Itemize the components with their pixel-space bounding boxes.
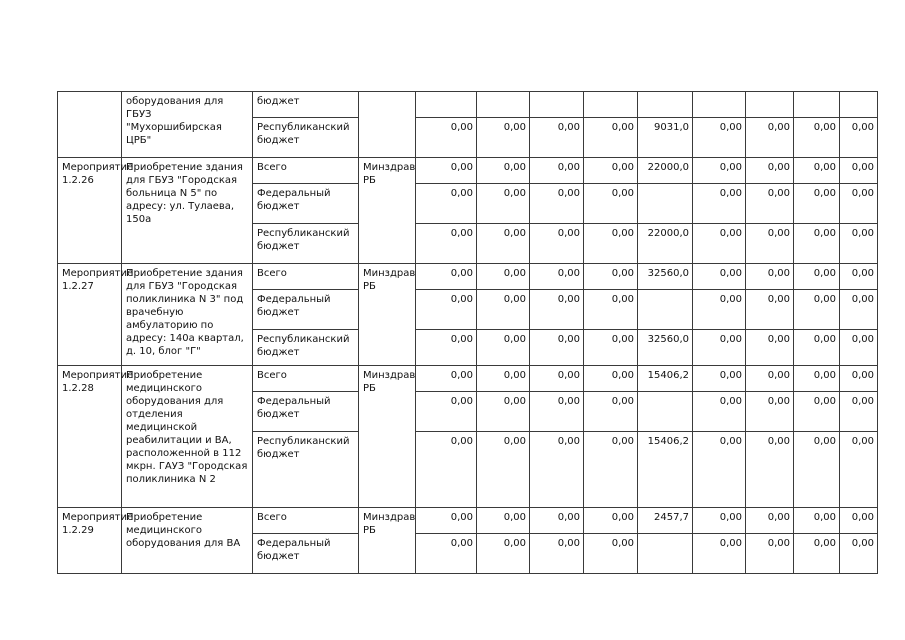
amount-cell: 0,00 [416, 264, 477, 290]
amount-cell: 0,00 [477, 118, 530, 158]
amount-cell: 0,00 [746, 118, 794, 158]
amount-cell: 0,00 [746, 290, 794, 330]
measure-description-cell: оборудования для ГБУЗ "Мухоршибирская ЦРБ" [122, 92, 253, 158]
amount-cell: 0,00 [794, 534, 840, 574]
amount-cell: 0,00 [416, 534, 477, 574]
amount-cell: 0,00 [746, 158, 794, 184]
funding-source-cell: Всего [253, 366, 359, 392]
amount-cell [638, 392, 693, 432]
amount-cell: 0,00 [693, 508, 746, 534]
amount-cell: 0,00 [477, 264, 530, 290]
amount-cell: 0,00 [584, 184, 638, 224]
amount-cell [530, 92, 584, 118]
amount-cell: 0,00 [840, 392, 878, 432]
funding-source-cell: Республиканский бюджет [253, 330, 359, 366]
amount-cell: 0,00 [416, 392, 477, 432]
amount-cell: 0,00 [584, 158, 638, 184]
amount-cell: 0,00 [584, 366, 638, 392]
table-body [58, 92, 878, 574]
amount-cell: 0,00 [530, 432, 584, 508]
executor-cell: Минздрав РБ [359, 264, 416, 366]
amount-cell: 0,00 [530, 508, 584, 534]
table-row [58, 366, 878, 392]
amount-cell: 0,00 [840, 508, 878, 534]
amount-cell: 0,00 [416, 290, 477, 330]
amount-cell [794, 92, 840, 118]
amount-cell: 0,00 [477, 290, 530, 330]
amount-cell: 0,00 [794, 118, 840, 158]
amount-cell [746, 92, 794, 118]
measure-code-cell: Мероприятие 1.2.29 [58, 508, 122, 574]
measure-code-cell: Мероприятие 1.2.27 [58, 264, 122, 366]
amount-cell: 0,00 [477, 432, 530, 508]
amount-cell: 0,00 [693, 158, 746, 184]
amount-cell: 0,00 [530, 184, 584, 224]
amount-cell: 0,00 [477, 366, 530, 392]
amount-cell: 0,00 [584, 534, 638, 574]
budget-table [57, 91, 878, 574]
amount-cell: 9031,0 [638, 118, 693, 158]
amount-cell: 0,00 [530, 534, 584, 574]
amount-cell: 0,00 [794, 184, 840, 224]
amount-cell: 0,00 [794, 508, 840, 534]
funding-source-cell: Республиканский бюджет [253, 432, 359, 508]
funding-source-cell: Республиканский бюджет [253, 224, 359, 264]
funding-source-cell: Всего [253, 158, 359, 184]
amount-cell: 0,00 [840, 366, 878, 392]
amount-cell: 0,00 [416, 432, 477, 508]
measure-code-cell: Мероприятие 1.2.26 [58, 158, 122, 264]
amount-cell: 0,00 [840, 264, 878, 290]
amount-cell: 0,00 [477, 392, 530, 432]
amount-cell: 0,00 [746, 224, 794, 264]
amount-cell: 0,00 [840, 290, 878, 330]
amount-cell: 0,00 [840, 224, 878, 264]
amount-cell: 15406,2 [638, 432, 693, 508]
amount-cell: 32560,0 [638, 330, 693, 366]
amount-cell: 0,00 [477, 534, 530, 574]
amount-cell: 0,00 [530, 158, 584, 184]
funding-source-cell: Всего [253, 264, 359, 290]
amount-cell [638, 184, 693, 224]
amount-cell: 0,00 [584, 330, 638, 366]
measure-code-cell [58, 92, 122, 158]
amount-cell: 0,00 [416, 330, 477, 366]
amount-cell: 0,00 [530, 118, 584, 158]
amount-cell: 0,00 [840, 432, 878, 508]
amount-cell: 0,00 [416, 508, 477, 534]
amount-cell [584, 92, 638, 118]
measure-description-cell: Приобретение медицинского оборудования для ВА [122, 508, 253, 574]
amount-cell: 0,00 [840, 330, 878, 366]
amount-cell: 0,00 [530, 224, 584, 264]
amount-cell: 0,00 [693, 264, 746, 290]
executor-cell: Минздрав РБ [359, 366, 416, 508]
amount-cell: 0,00 [794, 330, 840, 366]
amount-cell: 0,00 [693, 118, 746, 158]
amount-cell: 0,00 [693, 392, 746, 432]
amount-cell [638, 534, 693, 574]
amount-cell: 0,00 [794, 392, 840, 432]
amount-cell: 0,00 [693, 224, 746, 264]
funding-source-cell: Федеральный бюджет [253, 392, 359, 432]
amount-cell: 0,00 [840, 118, 878, 158]
amount-cell: 0,00 [584, 508, 638, 534]
amount-cell: 0,00 [530, 264, 584, 290]
amount-cell: 0,00 [693, 290, 746, 330]
amount-cell: 0,00 [746, 184, 794, 224]
amount-cell [416, 92, 477, 118]
amount-cell: 0,00 [794, 158, 840, 184]
measure-description-cell: Приобретение здания для ГБУЗ "Городская больница N 5" по адресу: ул. Тулаева, 150а [122, 158, 253, 264]
executor-cell: Минздрав РБ [359, 508, 416, 574]
amount-cell: 0,00 [416, 366, 477, 392]
amount-cell: 0,00 [794, 366, 840, 392]
executor-cell: Минздрав РБ [359, 158, 416, 264]
amount-cell: 0,00 [693, 534, 746, 574]
amount-cell: 0,00 [693, 330, 746, 366]
amount-cell: 0,00 [840, 534, 878, 574]
amount-cell: 0,00 [477, 330, 530, 366]
amount-cell: 0,00 [530, 366, 584, 392]
amount-cell: 0,00 [416, 224, 477, 264]
amount-cell [638, 92, 693, 118]
amount-cell: 0,00 [746, 264, 794, 290]
amount-cell: 0,00 [477, 158, 530, 184]
funding-source-cell: Республиканский бюджет [253, 118, 359, 158]
amount-cell [638, 290, 693, 330]
funding-source-cell: Всего [253, 508, 359, 534]
amount-cell: 0,00 [746, 392, 794, 432]
amount-cell: 0,00 [746, 366, 794, 392]
amount-cell: 0,00 [794, 290, 840, 330]
amount-cell: 0,00 [416, 118, 477, 158]
amount-cell: 0,00 [477, 508, 530, 534]
funding-source-cell: бюджет [253, 92, 359, 118]
amount-cell: 0,00 [840, 158, 878, 184]
amount-cell: 0,00 [477, 184, 530, 224]
measure-description-cell: Приобретение медицинского оборудования для отделения медицинской реабилитации и ВА, расположенной в 112 мкрн. ГАУЗ "Городская поликлиника N 2 [122, 366, 253, 508]
amount-cell: 0,00 [584, 392, 638, 432]
amount-cell: 32560,0 [638, 264, 693, 290]
amount-cell: 0,00 [584, 432, 638, 508]
funding-source-cell: Федеральный бюджет [253, 184, 359, 224]
amount-cell: 2457,7 [638, 508, 693, 534]
amount-cell: 0,00 [584, 118, 638, 158]
amount-cell: 0,00 [794, 264, 840, 290]
amount-cell: 0,00 [794, 432, 840, 508]
table-row [58, 264, 878, 290]
amount-cell: 22000,0 [638, 158, 693, 184]
amount-cell: 0,00 [530, 290, 584, 330]
executor-cell [359, 92, 416, 158]
table-row [58, 92, 878, 118]
measure-code-cell: Мероприятие 1.2.28 [58, 366, 122, 508]
amount-cell: 0,00 [530, 392, 584, 432]
funding-source-cell: Федеральный бюджет [253, 290, 359, 330]
amount-cell: 0,00 [584, 290, 638, 330]
amount-cell [477, 92, 530, 118]
table-row [58, 158, 878, 184]
amount-cell: 0,00 [693, 366, 746, 392]
amount-cell: 0,00 [746, 432, 794, 508]
amount-cell: 22000,0 [638, 224, 693, 264]
amount-cell [840, 92, 878, 118]
measure-description-cell: Приобретение здания для ГБУЗ "Городская поликлиника N 3" под врачебную амбулаторию по адресу: 140а квартал, д. 10, блог "Г" [122, 264, 253, 366]
amount-cell [693, 92, 746, 118]
amount-cell: 0,00 [584, 264, 638, 290]
amount-cell: 0,00 [477, 224, 530, 264]
table-row [58, 508, 878, 534]
amount-cell: 0,00 [840, 184, 878, 224]
funding-source-cell: Федеральный бюджет [253, 534, 359, 574]
amount-cell: 15406,2 [638, 366, 693, 392]
amount-cell: 0,00 [693, 432, 746, 508]
amount-cell: 0,00 [530, 330, 584, 366]
amount-cell: 0,00 [693, 184, 746, 224]
amount-cell: 0,00 [416, 158, 477, 184]
amount-cell: 0,00 [746, 330, 794, 366]
amount-cell: 0,00 [746, 534, 794, 574]
amount-cell: 0,00 [746, 508, 794, 534]
amount-cell: 0,00 [794, 224, 840, 264]
amount-cell: 0,00 [416, 184, 477, 224]
amount-cell: 0,00 [584, 224, 638, 264]
